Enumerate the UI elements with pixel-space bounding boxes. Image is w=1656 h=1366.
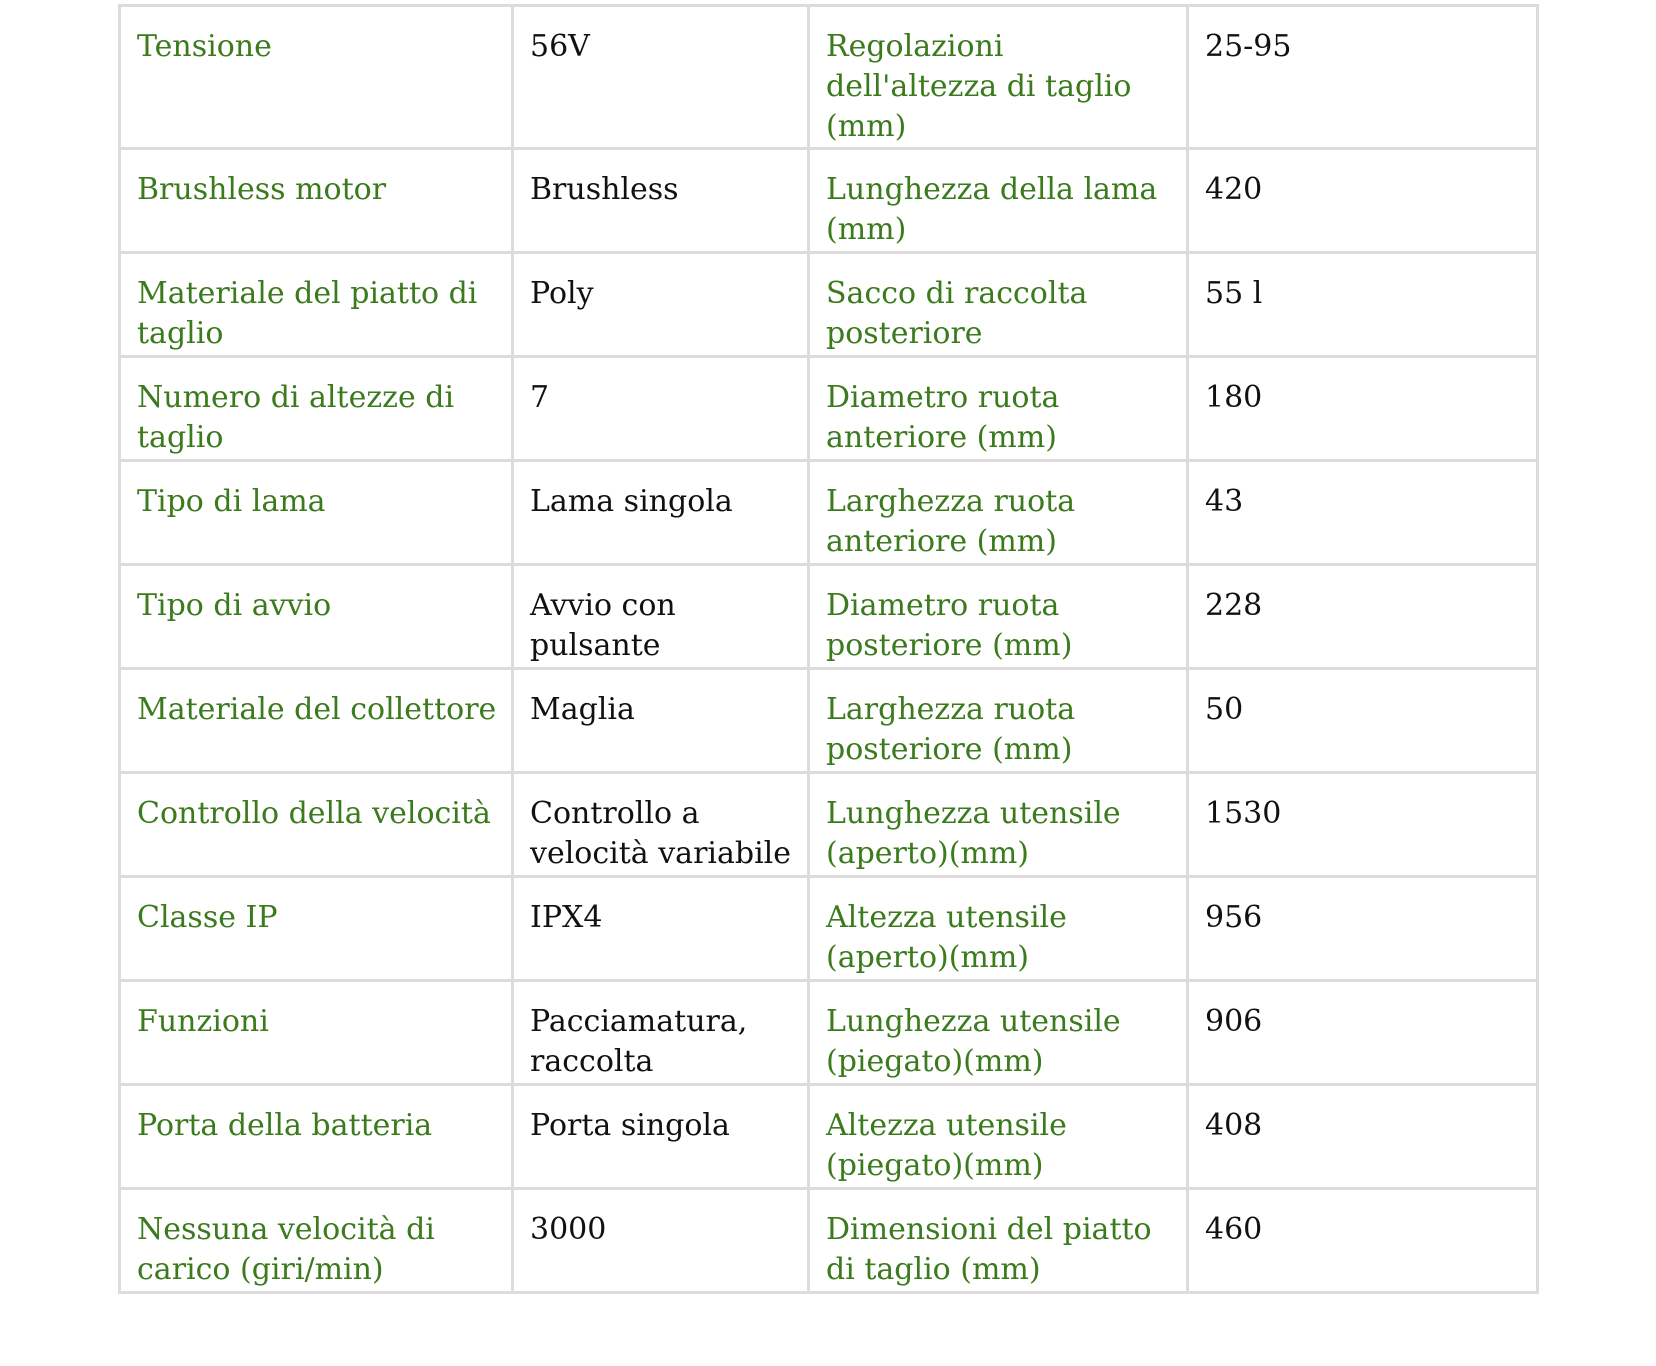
table-row [120,461,1538,565]
spec-value: 56V [513,6,809,149]
spec-label: Larghezza ruota anteriore (mm) [809,461,1188,565]
spec-label: Lunghezza della lama (mm) [809,149,1188,253]
spec-value: Porta singola [513,1085,809,1189]
table-row [120,1189,1538,1293]
table-row [120,981,1538,1085]
spec-value: Maglia [513,669,809,773]
spec-label: Diametro ruota posteriore (mm) [809,565,1188,669]
spec-value: 43 [1188,461,1538,565]
spec-label: Diametro ruota anteriore (mm) [809,357,1188,461]
spec-label: Tipo di lama [120,461,513,565]
table-row [120,357,1538,461]
table-row [120,1085,1538,1189]
spec-label: Funzioni [120,981,513,1085]
spec-value: 1530 [1188,773,1538,877]
spec-value: 906 [1188,981,1538,1085]
table-row [120,253,1538,357]
spec-value: Pacciamatura, raccolta [513,981,809,1085]
spec-table-body [120,6,1538,1293]
spec-label: Controllo della velocità [120,773,513,877]
spec-label: Materiale del collettore [120,669,513,773]
table-row [120,565,1538,669]
spec-value: 7 [513,357,809,461]
table-row [120,6,1538,149]
spec-label: Materiale del piatto di taglio [120,253,513,357]
spec-value: Poly [513,253,809,357]
table-row [120,877,1538,981]
spec-table [118,4,1539,1294]
spec-label: Lunghezza utensile (piegato)(mm) [809,981,1188,1085]
spec-label: Lunghezza utensile (aperto)(mm) [809,773,1188,877]
spec-label: Porta della batteria [120,1085,513,1189]
spec-value: 408 [1188,1085,1538,1189]
spec-value: Controllo a velocità variabile [513,773,809,877]
spec-value: 460 [1188,1189,1538,1293]
spec-label: Dimensioni del piatto di taglio (mm) [809,1189,1188,1293]
spec-label: Regolazioni dell'altezza di taglio (mm) [809,6,1188,149]
table-row [120,773,1538,877]
spec-value: 956 [1188,877,1538,981]
spec-label: Larghezza ruota posteriore (mm) [809,669,1188,773]
table-row [120,149,1538,253]
spec-label: Classe IP [120,877,513,981]
spec-value: 420 [1188,149,1538,253]
spec-value: 55 l [1188,253,1538,357]
spec-label: Tipo di avvio [120,565,513,669]
spec-label: Numero di altezze di taglio [120,357,513,461]
spec-value: 3000 [513,1189,809,1293]
spec-label: Tensione [120,6,513,149]
spec-value: Brushless [513,149,809,253]
spec-label: Altezza utensile (piegato)(mm) [809,1085,1188,1189]
spec-label: Altezza utensile (aperto)(mm) [809,877,1188,981]
spec-value: IPX4 [513,877,809,981]
spec-value: 25-95 [1188,6,1538,149]
spec-label: Brushless motor [120,149,513,253]
spec-label: Sacco di raccolta posteriore [809,253,1188,357]
spec-value: Lama singola [513,461,809,565]
spec-value: 180 [1188,357,1538,461]
spec-value: 50 [1188,669,1538,773]
table-row [120,669,1538,773]
spec-value: 228 [1188,565,1538,669]
spec-label: Nessuna velocità di carico (giri/min) [120,1189,513,1293]
spec-value: Avvio con pulsante [513,565,809,669]
